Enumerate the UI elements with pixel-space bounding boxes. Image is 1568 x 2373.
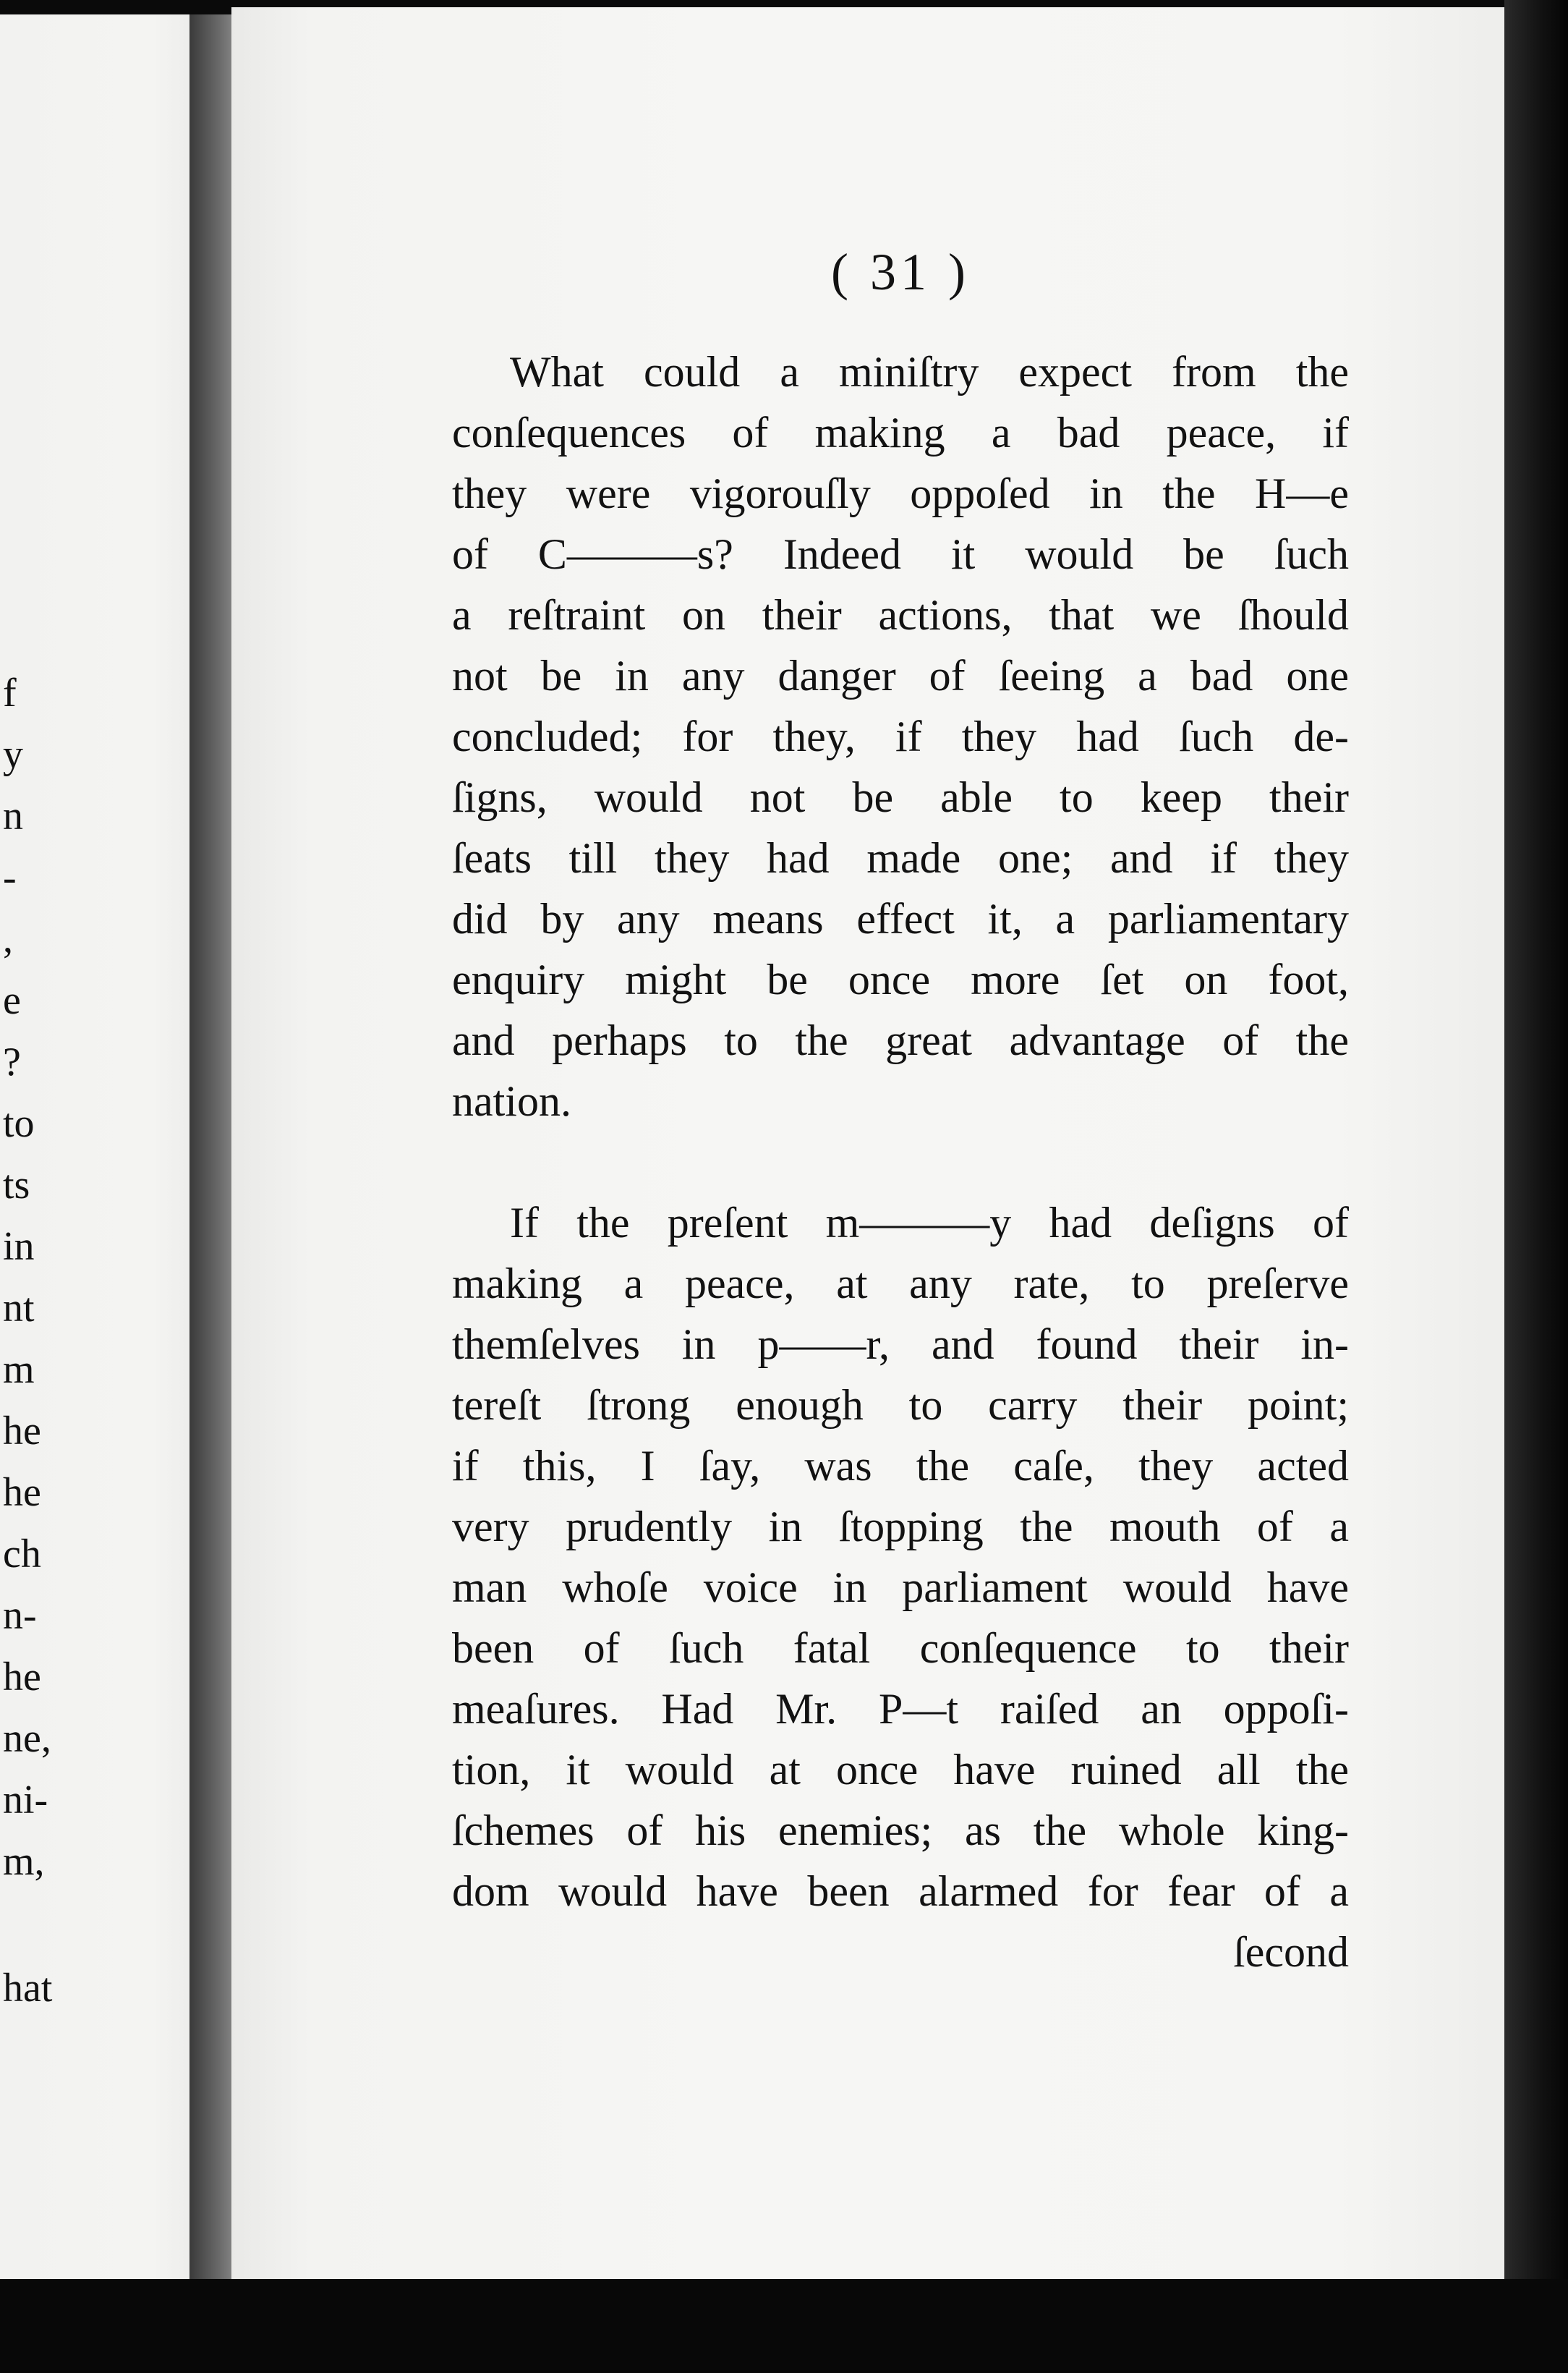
catchword: ſecond — [1233, 1928, 1349, 1976]
fragment: , — [3, 917, 13, 961]
fragment: he — [3, 1409, 41, 1453]
text-line: conſequences of making a bad peace, if — [452, 409, 1349, 457]
fragment: he — [3, 1470, 41, 1515]
page-right-edge-shadow — [1504, 0, 1568, 2373]
page-number: ( 31 ) — [831, 243, 970, 301]
text-line: did by any means effect it, a parliamentary — [452, 895, 1349, 943]
text-line: they were vigorouſly oppoſed in the H—e — [452, 470, 1349, 517]
text-line: man whoſe voice in parliament would have — [452, 1563, 1349, 1611]
text-line: What could a miniſtry expect from the — [510, 348, 1349, 396]
fragment: y — [3, 732, 23, 777]
fragment: hat — [3, 1966, 53, 2011]
text-line: tereſt ſtrong enough to carry their point; — [452, 1381, 1349, 1429]
fragment: ne, — [3, 1716, 51, 1761]
text-line: very prudently in ſtopping the mouth of a — [452, 1503, 1349, 1550]
text-line: ſchemes of his enemies; as the whole king- — [452, 1807, 1349, 1854]
fragment: to — [3, 1101, 35, 1146]
fragment: ch — [3, 1532, 41, 1576]
fragment: ? — [3, 1040, 21, 1084]
fragment: nt — [3, 1286, 35, 1330]
text-line: ſigns, would not be able to keep their — [452, 773, 1349, 821]
text-line: themſelves in p——r, and found their in- — [452, 1320, 1349, 1368]
text-line: ſeats till they had made one; and if they — [452, 834, 1349, 882]
text-line: if this, I ſay, was the caſe, they acted — [452, 1442, 1349, 1490]
text-line: tion, it would at once have ruined all the — [452, 1746, 1349, 1793]
text-line: been of ſuch fatal conſequence to their — [452, 1624, 1349, 1672]
paragraph-2 — [452, 1192, 1349, 1922]
text-line: not be in any danger of ſeeing a bad one — [452, 652, 1349, 700]
text-line: concluded; for they, if they had ſuch de- — [452, 713, 1349, 760]
text-line: enquiry might be once more ſet on foot, — [452, 956, 1349, 1003]
paragraph-1 — [452, 341, 1349, 1132]
text-line: nation. — [452, 1077, 571, 1125]
text-line: dom would have been alarmed for fear of a — [452, 1867, 1349, 1915]
fragment: - — [3, 855, 17, 900]
fragment: ts — [3, 1163, 30, 1207]
fragment: ni- — [3, 1778, 48, 1822]
fragment: he — [3, 1655, 41, 1699]
page-text-block — [452, 243, 1349, 1982]
scan-bottom-margin — [0, 2279, 1568, 2373]
text-line: and perhaps to the great advantage of the — [452, 1016, 1349, 1064]
text-line: If the preſent m———y had deſigns of — [510, 1199, 1349, 1247]
text-line: of C———s? Indeed it would be ſuch — [452, 530, 1349, 578]
fragment: in — [3, 1224, 35, 1269]
fragment: n — [3, 794, 23, 839]
fragment: m — [3, 1347, 35, 1392]
fragment: m, — [3, 1839, 45, 1884]
text-line: meaſures. Had Mr. P—t raiſed an oppoſi- — [452, 1685, 1349, 1733]
text-line: a reſtraint on their actions, that we ſhould — [452, 591, 1349, 639]
fragment: e — [3, 978, 21, 1023]
fragment: n- — [3, 1593, 37, 1638]
text-line: making a peace, at any rate, to preſerve — [452, 1260, 1349, 1307]
fragment: f — [3, 671, 17, 716]
paragraph-spacer — [452, 1132, 1349, 1192]
